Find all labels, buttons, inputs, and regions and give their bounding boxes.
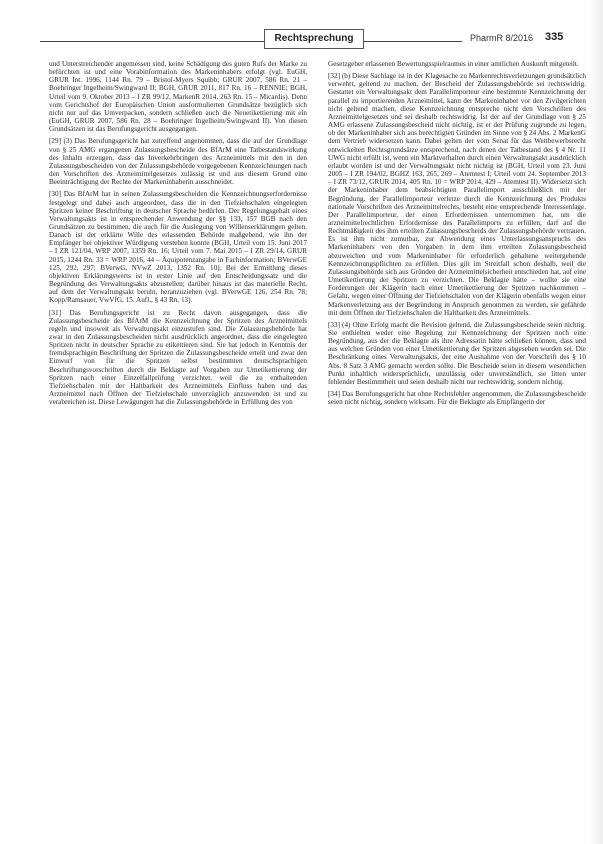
left-column <box>49 60 307 410</box>
page-header <box>40 30 585 54</box>
page-number: 335 <box>545 31 564 43</box>
paragraph-29: [29] (3) Das Berufungsgericht hat zutreffend angenommen, dass die auf der Grundlage von § 25 AMG ergangenen Zulassungsbescheide des BfArM eine Tatbestandswirkung des Inhalts erzeugen, dass das Inverkehrbringen des Arzneimittels mit den in den Zulassungsbescheiden von der Zulassungsbehörde vorgegebenen Kennzeichnungen nach den Vorschriften des Arzneimittelgesetzes zulässig ist und aus diesem Grund eine Beeinträchtigung der Rechte der Markeninhaberin ausschneidet. <box>49 137 307 187</box>
paragraph-34: [34] Das Berufungsgericht hat ohne Rechtsfehler angenommen, die Zulassungsbescheide seien nicht nichtig, sondern wirksam. Für die Beklagte als Empfängerin der <box>328 390 586 407</box>
paragraph-32: [32] (b) Diese Sachlage ist in der Klagesache zu Markenrechtsverletzungen grundsätzlich verwehrt, geltend zu machen, der Bescheid der Zulassungsbehörde sei rechtswidrig. Gestattet ein Verwaltungsakt dem Parallelimporteur eine bestimmte Kennzeichnung der parallel zu importierenden Arzneimittel, kann der Markeninhaber vor den Zivilgerichten nicht geltend machen, diese Kennzeichnung entspreche nicht den Vorschriften des Arzneimittelgesetzes und sei deshalb rechtswidrig. Ist der auf der Grundlage von § 25 AMG erlassene Zulassungsbescheid nicht nichtig, ist er der Prüfung zugrunde zu legen, ob der Markeninhaber sich aus berechtigten Gründen im Sinne von § 24 Abs. 2 MarkenG dem Vertrieb widersetzen kann. Dabei gelten der vom Senat für das Wettbewerbsrecht entwickelten Rechtsgrundsätze entsprechend, nach denen der Tatbestand des § 4 Nr. 11 UWG nicht erfüllt ist, wenn ein Marktverhalten durch einen Verwaltungsakt ausdrücklich erlaubt worden ist und der Verwaltungsakt nicht nichtig ist (BGH, Urteil vom 23. Juni 2005 – I ZR 194/02, BGHZ 163, 265, 269 – Atemtest I; Urteil vom 24. September 2013 – I ZR 73/12, GRUR 2014, 405 Rn. 10 = WRP 2014, 429 – Atemtest II). Widersetzt sich der Markeninhaber dem beabsichtigten Parallelimport ausschließlich mit der Begründung, der Parallelimporteur verletze durch die Kennzeichnung des Produkts nationale Vorschriften des Arzneimittelrechts, besteht eine entsprechende Interessenlage. Der Parallelimporteur, der einen Erfordernissen unternommen hat, um die arzneimittelrechtlichen Erfordernisse des Parallelimports zu erfüllen, darf auf die Rechtmäßigkeit des ihm erteilten Zulassungsbescheids der Zulassungsbehörde vertrauen. Es ist ihm nicht zumutbar, zur Abwendung eines Unterlassungsanspruchs des Markeninhabers von den Vorgaben in dem ihm erteilten Zulassungsbescheid abzuweichen und vom Markeninhaber für erforderlich gehaltene weitergehende Kennzeichnungspflichten zu erfüllen. Dies gilt im Streitfall schon deshalb, weil die Zulassungsbehörde sich aus Gründen der Arzneimittelsicherheit entschieden hat, auf eine Umetikettierung der Spritzen zu verzichten. Die Beklagte hätte – wollte sie eine Forderungen der Klägerin nach einer Umetikettierung der Spritzen nachkommen – Gefahr, wegen einer Öffnung der Tiefziehschalen von der Klägerin ebenfalls wegen einer Markenverletzung aus der Begründung in Anspruch genommen zu werden, sie gefährde mit dem Öffnen der Tiefziehschalen die Haltbarkeit des Arzneimittels. <box>328 72 586 317</box>
scan-edge-shadow <box>589 0 603 844</box>
paragraph-33: [33] (4) Ohne Erfolg macht die Revision geltend, die Zulassungsbescheide seien nichtig. Sie enthielten weder eine Regelung zur Kennzeichnung der Spritzen noch eine Begründung, aus der die Beklagte als ihre Adressatin hätte schließen können, dass und aus welchen Gründen von einer Umetikettierung der Spritzen abgesehen worden sei. Die Beschränkung eines Verwaltungsakts, der eine Ausnahme von der Vorschrift des § 10 Abs. 8 Satz 3 AMG gemacht werden sollte. Die Bescheide seien in diesem wesentlichen Punkt inhaltlich widersprüchlich, unzulässig oder unverständlich, sie litten unter fehlender Bestimmtheit und seien deshalb nicht nur rechtswidrig, sondern nichtig. <box>328 320 586 386</box>
paragraph-30: [30] Das BfArM hat in seinen Zulassungsbescheiden die Kennzeichnungserfordernisse festgelegt und dabei auch angeordnet, dass die in den Tiefziehschalen eingelegten Spritzen keiner Beschriftung in deutscher Sprache bedürfen. Der Regelungsgehalt eines Verwaltungsakts ist in entsprechender Anwendung der §§ 133, 157 BGB nach den Grundsätzen zu bestimmen, die auch für die Auslegung von Willenserklärungen gelten. Danach ist der erklärte Wille des erlassenden Behörde maßgebend, wie ihn der Empfänger bei objektiver Würdigung verstehen konnte (BGH, Urteil vom 15. Juni 2017 – I ZR 121/04, WRP 2007, 1359 Rn. 16; Urteil vom 7. Mai 2015 – I ZR 29/14, GRUR 2015, 1244 Rn. 33 = WRP 2016, 44 – Äquipotenzangabe in Fachinformation; BVerwGE 125, 292, 297; BVerwG, NVwZ 2013, 1352 Rn. 10). Bei der Ermittlung dieses objektiven Erklärungswerts ist in erster Linie auf den Entscheidungssatz und die Begründung des Verwaltungsakts abzustellen; darüber hinaus ist das materielle Recht, auf dem der Verwaltungsakt beruht, heranzuziehen (vgl. BVerwGE 126, 254 Rn. 78; Kopp/Ramsauer, VwVfG, 15. Aufl., § 43 Rn. 13). <box>49 190 307 305</box>
right-column <box>328 60 586 410</box>
header-rule-right <box>362 41 462 42</box>
paragraph-31: [31] Das Berufungsgericht ist zu Recht davon ausgegangen, dass die Zulassungsbescheide des BfArM die Kennzeichnung der Spritzen des Arzneimittels regeln und insoweit als Verwaltungsakt einzustufen sind. Die Zulassungsbehörde hat zwar in den Zulassungsbescheiden nicht ausdrücklich angeordnet, dass die eingelegten Spritzen nicht in deutscher Sprache zu etikettieren sind. Sie hat jedoch in Kenntnis der fremdsprachigen Beschriftung der Spritzen die Zulassungsbescheide erteilt und zwar den Einwurf von für die Spritzen selbst bestimmten deutschsprachigen Beschriftungsvorschriften durch die Beklagte auf Vorgaben zur Umetikettierung der Spritzen nach einer Einzelfallprüfung verzichtet, weil die zu enthaltenden Tiefziehschalen mit der Haltbarkeit des Arzneimittels Einfluss haben und das Arzneimittel nach Öffnen der Tiefziehschale unverzüglich anzuwenden ist und zu verabreichen ist. Diese Lewägungen hat die Zulassungsbehörde in Erfüllung des von <box>49 308 307 407</box>
paragraph-continuation: Gesetzgeber erlassenen Bewertungsspielraumes in einer amtlichen Auskunft mitgeteilt. <box>328 60 579 68</box>
journal-issue: PharmR 8/2016 <box>470 33 534 43</box>
paragraph-continuation: und Unterstreichender angemessen sind, keine Schädigung des guten Rufs der Marke zu befürchten ist und eine Vorabinformation des Markeninhabers erfolgt (vgl. EuGH, GRUR Int. 1996, 1144 Rn. 79 – Bristol-Myers Squibb; GRUR 2007, 586 Rn. 21 – Boehringer Ingelheim/Swingward II; BGH, GRUR 2011, 817 Rn. 16 – RENNIE; BGH, Urteil vom 9. Oktober 2013 – I ZR 99/12, MarkenR 2014, 263 Rn. 15 – Micardis). Denn vom Gerichtshof der Europäischen Union ausformulierten Grundsätze bezüglich sich nicht nur auf das Umverpacken, sondern schließen auch die Neuetikettierung mit ein (EuGH, GRUR 2007, 586 Rn. 28 – Boehringer Ingelheim/Swingward II). Von diesen Grundsätzen ist das Berufungsgericht ausgegangen. <box>49 60 307 134</box>
section-title: Rechtsprechung <box>264 29 364 49</box>
